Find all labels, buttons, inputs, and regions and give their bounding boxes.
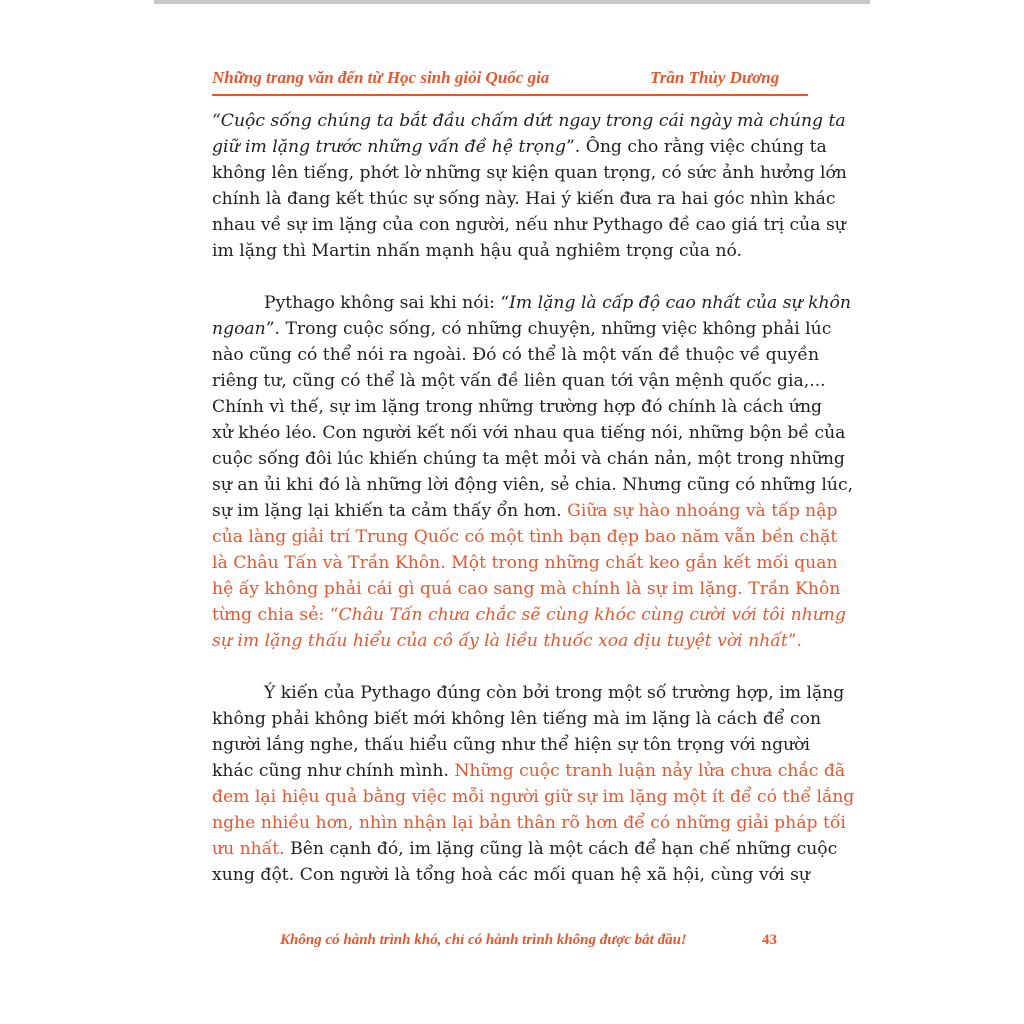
highlighted-line: của làng giải trí Trung Quốc có một tình bạn đẹp bao năm vẫn bền chặt [212, 527, 838, 547]
page-number: 43 [762, 932, 777, 948]
highlighted-line: đem lại hiệu quả bằng việc mỗi người giữ sự im lặng một ít để có thể lắng [212, 787, 855, 807]
text-line: không lên tiếng, phớt lờ những sự kiện quan trọng, có sức ảnh hưởng lớn [212, 163, 847, 183]
text-line: người lắng nghe, thấu hiểu cũng như thể hiện sự tôn trọng với người [212, 735, 810, 755]
highlighted-text: ưu nhất. [212, 839, 285, 859]
text-line: riêng tư, cũng có thể là một vấn đề liên quan tới vận mệnh quốc gia,... [212, 371, 826, 391]
text-line: cuộc sống đôi lúc khiến chúng ta mệt mỏi và chán nản, một trong những [212, 449, 845, 469]
text-line: nhau về sự im lặng của con người, nếu như Pythago đề cao giá trị của sự [212, 215, 846, 235]
book-title: Những trang văn đến từ Học sinh giỏi Quốc gia [212, 68, 550, 87]
text-line: xử khéo léo. Con người kết nối với nhau qua tiếng nói, những bộn bề của [212, 423, 846, 443]
text-line: không phải không biết mới không lên tiếng mà im lặng là cách để con [212, 709, 822, 729]
highlighted-text: Những cuộc tranh luận nảy lửa chưa chắc đã [454, 761, 846, 781]
author-name: Trần Thủy Dương [650, 68, 780, 87]
text-line: ưu nhất. Bên cạnh đó, im lặng cũng là một cách để hạn chế những cuộc [212, 839, 838, 859]
text-line: ngoan”. Trong cuộc sống, có những chuyện, những việc không phải lúc [212, 319, 832, 339]
text-line: Chính vì thế, sự im lặng trong những trường hợp đó chính là cách ứng [212, 397, 823, 417]
text-line: chính là đang kết thúc sự sống này. Hai ý kiến đưa ra hai góc nhìn khác [212, 189, 836, 209]
text-line: giữ im lặng trước những vấn đề hệ trọng”. Ông cho rằng việc chúng ta [212, 137, 827, 157]
text-line: im lặng thì Martin nhấn mạnh hậu quả nghiêm trọng của nó. [212, 241, 743, 261]
text-line: Ý kiến của Pythago đúng còn bởi trong một số trường hợp, im lặng [264, 683, 845, 703]
highlighted-line: từng chia sẻ: “Châu Tấn chưa chắc sẽ cùng khóc cùng cười với tôi nhưng [212, 605, 846, 625]
text-line: nào cũng có thể nói ra ngoài. Đó có thể là một vấn đề thuộc về quyền [212, 345, 820, 365]
text-line: Pythago không sai khi nói: “Im lặng là cấp độ cao nhất của sự khôn [264, 293, 851, 313]
running-header [212, 64, 808, 96]
text-line: khác cũng như chính mình. Những cuộc tranh luận nảy lửa chưa chắc đã [212, 761, 846, 781]
highlighted-line: nghe nhiều hơn, nhìn nhận lại bản thân rõ hơn để có những giải pháp tối [212, 813, 846, 833]
highlighted-text: Giữa sự hào nhoáng và tấp nập [567, 501, 838, 521]
text-line: sự an ủi khi đó là những lời động viên, sẻ chia. Nhưng cũng có những lúc, [212, 475, 854, 495]
running-footer [280, 932, 800, 954]
footer-motto: Không có hành trình khó, chỉ có hành trình không được bắt đầu! [280, 932, 687, 948]
text-line: “Cuộc sống chúng ta bắt đầu chấm dứt ngay trong cái ngày mà chúng ta [212, 111, 846, 131]
top-border [154, 0, 870, 4]
text-line: xung đột. Con người là tổng hoà các mối quan hệ xã hội, cùng với sự [212, 865, 810, 885]
highlighted-line: là Châu Tấn và Trần Khôn. Một trong những chất keo gắn kết mối quan [212, 553, 838, 573]
text-line: sự im lặng lại khiến ta cảm thấy ổn hơn. Giữa sự hào nhoáng và tấp nập [212, 501, 838, 521]
highlighted-line: hệ ấy không phải cái gì quá cao sang mà chính là sự im lặng. Trần Khôn [212, 579, 841, 599]
page-body [212, 108, 855, 888]
highlighted-line: sự im lặng thấu hiểu của cô ấy là liều thuốc xoa dịu tuyệt vời nhất”. [212, 631, 802, 651]
